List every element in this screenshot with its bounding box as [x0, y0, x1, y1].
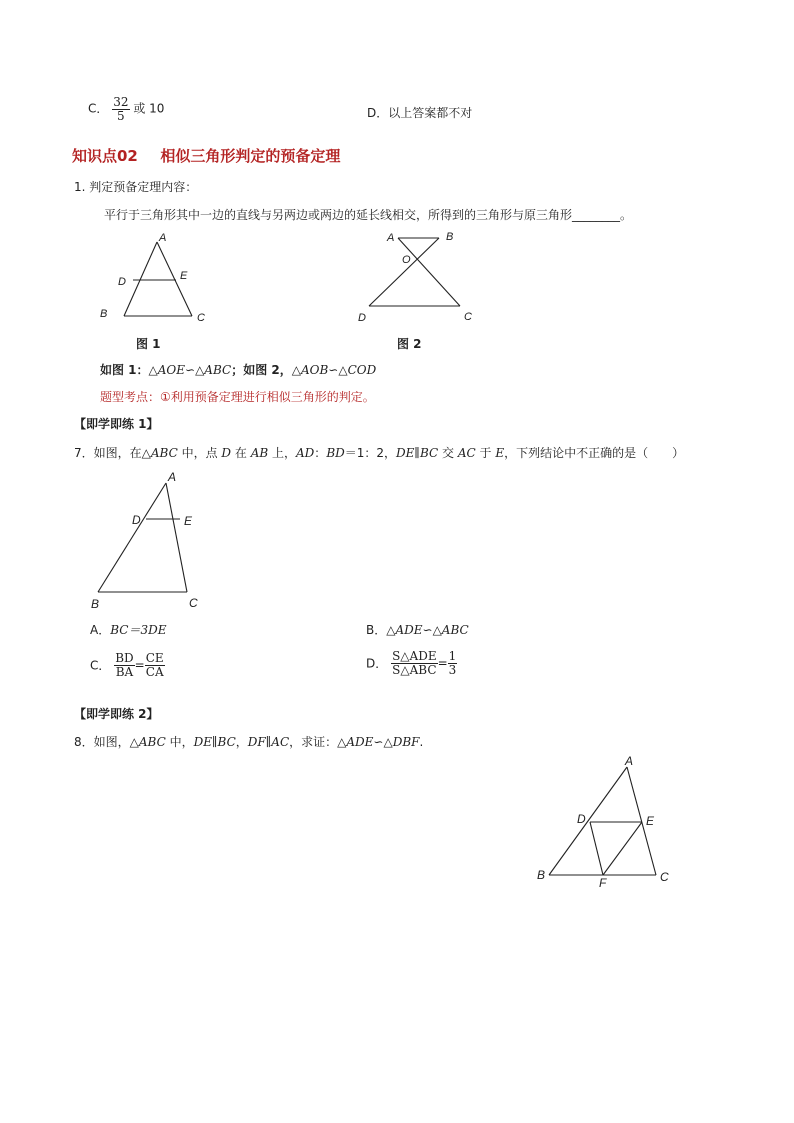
figure-q7 [80, 465, 230, 615]
label-e: E [646, 814, 655, 828]
label-a: A [387, 232, 395, 244]
item1-heading: 1. 判定预备定理内容： [74, 180, 198, 194]
fig1-ref: 如图 1： [100, 363, 149, 377]
label-c: C [197, 312, 205, 324]
figure-2 [350, 226, 490, 326]
stem-math: D [221, 446, 232, 460]
similarity-1: △AOE∽△ABC [148, 363, 232, 377]
question-number: 7． [74, 446, 94, 460]
label-c: C [464, 311, 472, 323]
stem-text: 交 [438, 446, 458, 460]
stem-math: AB [250, 446, 269, 460]
label-d: D [577, 812, 586, 826]
figure-2-caption: 图 2 [397, 337, 422, 351]
label-b: B [446, 231, 454, 243]
segment-ab [98, 483, 166, 592]
label-d: D [118, 276, 126, 288]
q7-option-d [366, 650, 457, 676]
label-d: D [132, 513, 141, 527]
label-c: C [660, 870, 669, 884]
example-similarity-line [100, 361, 376, 378]
stem-math: DF∥AC [247, 735, 290, 749]
option-label: C． [90, 658, 111, 673]
similarity-2: △AOB∽△COD [291, 363, 377, 377]
section-title: 相似三角形判定的预备定理 [160, 147, 341, 165]
stem-math: BD [326, 446, 345, 460]
equals-sign: = [437, 656, 448, 671]
option-label: A． [90, 623, 111, 637]
stem-text: 如图， [93, 735, 130, 749]
segment-ac [166, 483, 187, 592]
option-label: C． [88, 101, 109, 116]
stem-math: DE∥BC [193, 735, 236, 749]
practice-1-header: 【即学即练 1】 [74, 417, 159, 431]
question-number: 8． [74, 735, 94, 749]
stem-text: 上， [268, 446, 296, 460]
label-d: D [358, 312, 366, 324]
segment-df [590, 822, 603, 875]
stem-text: 中，点 [177, 446, 222, 460]
figure-1 [90, 228, 230, 328]
stem-math: AC [457, 446, 476, 460]
option-label: D． [366, 656, 388, 671]
option-text: 或 10 [133, 101, 165, 116]
q7-option-a [90, 621, 166, 638]
q7-option-c [90, 652, 165, 678]
fraction-one-third: $\frac{1}{3}$ [448, 649, 457, 677]
label-b: B [537, 868, 546, 882]
stem-text: ， [235, 735, 248, 749]
label-a: A [625, 754, 634, 768]
option-label: B． [366, 623, 387, 637]
q7-option-b [366, 621, 469, 638]
option-text: △ADE∽△ABC [386, 623, 469, 637]
stem-math: DE∥BC [396, 446, 439, 460]
stem-text: 在 [231, 446, 251, 460]
section-number: 知识点02 [72, 147, 138, 165]
question-7-stem [74, 444, 684, 461]
question-8-stem [74, 733, 423, 750]
fraction-ce-ca: $\frac{CE}{CA}$ [145, 651, 164, 679]
stem-text: . [419, 735, 424, 749]
fig2-ref: ；如图 2， [231, 363, 292, 377]
fraction-bd-ba: $\frac{BD}{BA}$ [115, 651, 134, 679]
stem-text: ： [314, 446, 327, 460]
label-e: E [180, 270, 188, 282]
label-e: E [184, 514, 193, 528]
section-heading [72, 145, 340, 166]
option-d-top [367, 104, 472, 121]
fraction: $\frac{32}{5}$ [113, 95, 129, 123]
equals-sign: = [134, 658, 145, 673]
label-b: B [91, 597, 100, 611]
label-a: A [168, 470, 177, 484]
label-c: C [189, 596, 198, 610]
label-o: O [402, 254, 411, 266]
segment-ef [603, 822, 642, 875]
stem-text: ＝1：2， [344, 446, 397, 460]
stem-text: 如图，在 [93, 446, 142, 460]
fraction-area-ratio: $\frac{\text{S△ADE}}{\text{S△ABC}}$ [392, 649, 437, 677]
option-text: 以上答案都不对 [388, 106, 473, 120]
stem-text: ，求证： [289, 735, 338, 749]
figure-1-caption: 图 1 [136, 337, 161, 351]
question-type-tip: 题型考点：①利用预备定理进行相似三角形的判定。 [100, 390, 375, 404]
label-b: B [100, 308, 108, 320]
stem-text: ，下列结论中不正确的是（ ） [504, 446, 685, 460]
option-text: BC＝3DE [110, 623, 167, 637]
figure-q8 [530, 750, 680, 895]
label-f: F [599, 876, 607, 890]
practice-2-header: 【即学即练 2】 [74, 707, 159, 721]
segment-ab [124, 242, 157, 316]
stem-text: 中， [165, 735, 194, 749]
label-a: A [159, 232, 167, 244]
stem-math: E [495, 446, 505, 460]
option-c-top [88, 96, 164, 122]
theorem-statement: 平行于三角形其中一边的直线与另两边或两边的延长线相交，所得到的三角形与原三角形________。 [104, 208, 633, 222]
stem-math: AD [296, 446, 315, 460]
stem-math: △ABC [129, 735, 166, 749]
stem-math: △ABC [141, 446, 178, 460]
option-label: D． [367, 106, 389, 120]
stem-text: 于 [475, 446, 496, 460]
stem-math: △ADE∽△DBF [337, 735, 420, 749]
